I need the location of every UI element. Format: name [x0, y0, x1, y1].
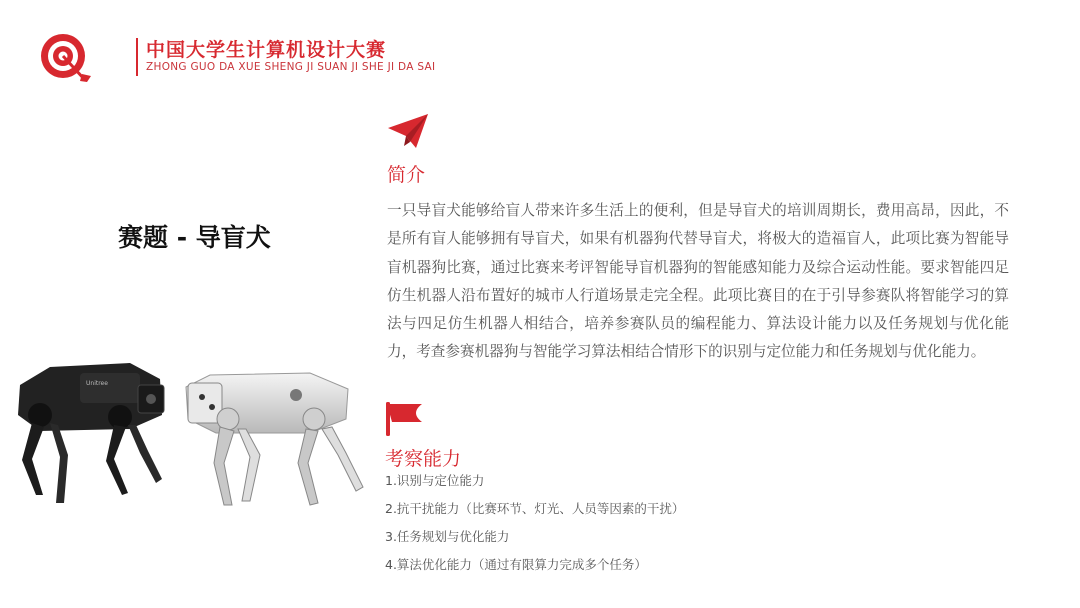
- list-item: 1.识别与定位能力: [385, 473, 485, 488]
- list-item: 4.算法优化能力（通过有限算力完成多个任务）: [385, 557, 647, 572]
- header-divider: [136, 38, 138, 76]
- ability-heading: 考察能力: [385, 448, 462, 470]
- paper-plane-icon: [386, 112, 430, 150]
- topic-title: 赛题 - 导盲犬: [118, 223, 271, 252]
- list-item: 2.抗干扰能力（比赛环节、灯光、人员等因素的干扰）: [385, 501, 685, 516]
- white-robot-dog: [186, 373, 363, 505]
- robot-dogs-image: [10, 345, 370, 520]
- competition-title-pinyin: ZHONG GUO DA XUE SHENG JI SUAN JI SHE JI DA SAI: [146, 61, 436, 73]
- list-item: 3.任务规划与优化能力: [385, 529, 510, 544]
- header: [38, 26, 458, 86]
- flag-icon: [384, 400, 426, 438]
- target-arrow-icon: [38, 28, 92, 82]
- ability-list: [385, 470, 684, 582]
- intro-paragraph: 一只导盲犬能够给盲人带来许多生活上的便利，但是导盲犬的培训周期长，费用高昂，因此，不是所有盲人能够拥有导盲犬，如果有机器狗代替导盲犬，将极大的造福盲人，此项比赛为智能导盲机器狗比赛，通过比赛来考评智能导盲机器狗的智能感知能力及综合运动性能。要求智能四足仿生机器人沿布置好的城市人行道场景走完全程。此项比赛目的在于引导参赛队将智能学习的算法与四足仿生机器人相结合，培养参赛队员的编程能力、算法设计能力以及任务规划与优化能力，考查参赛机器狗与智能学习算法相结合情形下的识别与定位能力和任务规划与优化能力。: [387, 202, 1009, 361]
- black-robot-dog: [18, 363, 164, 503]
- competition-title: 中国大学生计算机设计大赛: [146, 39, 387, 61]
- intro-heading: 简介: [387, 164, 426, 186]
- brand-label: Unitree: [86, 380, 108, 387]
